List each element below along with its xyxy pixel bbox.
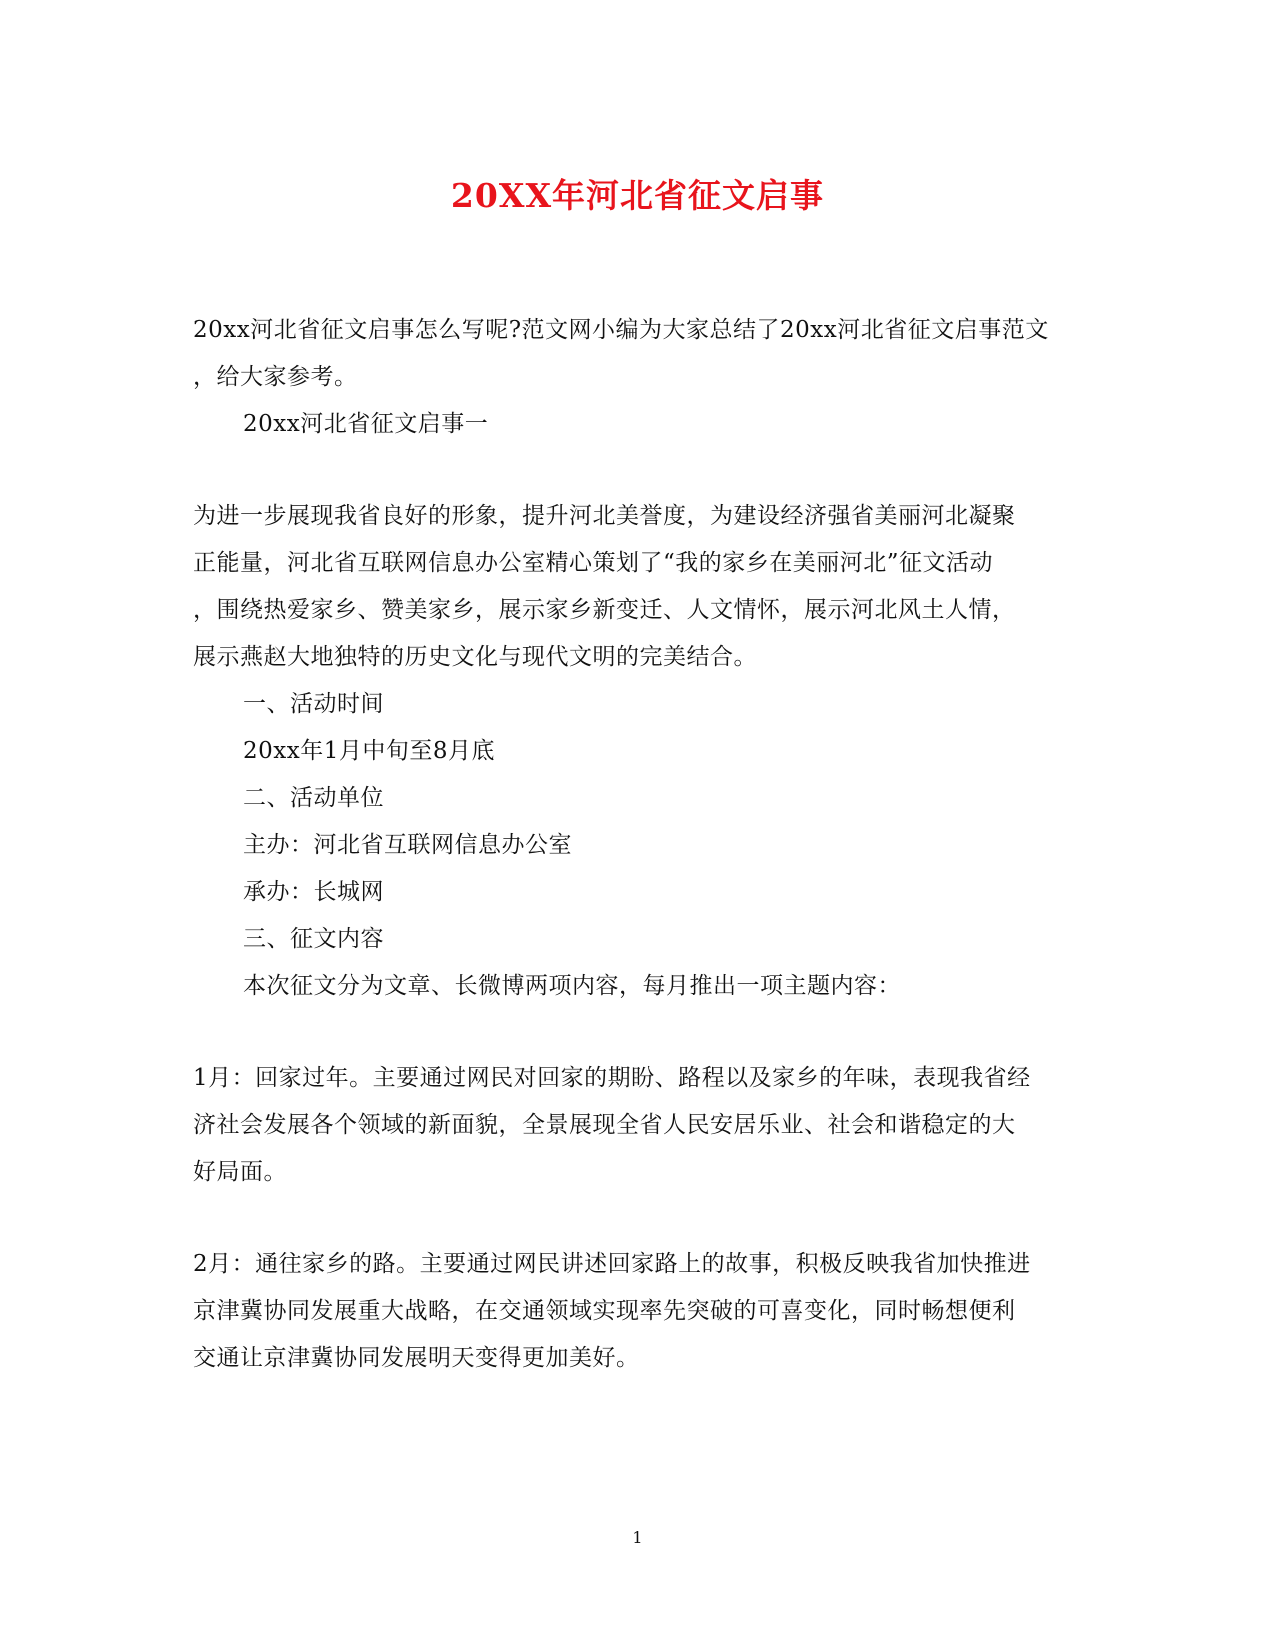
intro-line-2: ，给大家参考。	[193, 364, 358, 390]
item-1-value: 20xx年1月中旬至8月底	[243, 738, 495, 764]
item-3-description: 本次征文分为文章、长微博两项内容，每月推出一项主题内容：	[243, 973, 901, 999]
document-title: 20XX年河北省征文启事	[450, 176, 825, 215]
paragraph-1-line-1: 为进一步展现我省良好的形象，提升河北美誉度，为建设经济强省美丽河北凝聚	[193, 503, 1016, 529]
january-line-2: 济社会发展各个领域的新面貌，全景展现全省人民安居乐业、社会和谐稳定的大	[193, 1112, 1016, 1138]
section-heading: 20xx河北省征文启事一	[243, 411, 489, 437]
item-1-heading: 一、活动时间	[243, 691, 384, 717]
paragraph-1-line-4: 展示燕赵大地独特的历史文化与现代文明的完美结合。	[193, 644, 757, 670]
paragraph-1-line-3: ，围绕热爱家乡、赞美家乡，展示家乡新变迁、人文情怀，展示河北风土人情，	[193, 597, 1016, 623]
january-line-3: 好局面。	[193, 1159, 287, 1185]
february-line-1: 2月：通往家乡的路。主要通过网民讲述回家路上的故事，积极反映我省加快推进	[193, 1251, 1031, 1277]
item-2-organizer: 承办：长城网	[243, 879, 384, 905]
january-line-1: 1月：回家过年。主要通过网民对回家的期盼、路程以及家乡的年味，表现我省经	[193, 1065, 1031, 1091]
february-line-2: 京津冀协同发展重大战略，在交通领域实现率先突破的可喜变化，同时畅想便利	[193, 1298, 1016, 1324]
item-3-heading: 三、征文内容	[243, 926, 384, 952]
february-line-3: 交通让京津冀协同发展明天变得更加美好。	[193, 1345, 640, 1371]
paragraph-1-line-2: 正能量，河北省互联网信息办公室精心策划了“我的家乡在美丽河北”征文活动	[193, 550, 994, 576]
item-2-host: 主办：河北省互联网信息办公室	[243, 832, 572, 858]
intro-line-1: 20xx河北省征文启事怎么写呢?范文网小编为大家总结了20xx河北省征文启事范文	[193, 317, 1049, 343]
page-number: 1	[632, 1528, 643, 1547]
item-2-heading: 二、活动单位	[243, 785, 384, 811]
